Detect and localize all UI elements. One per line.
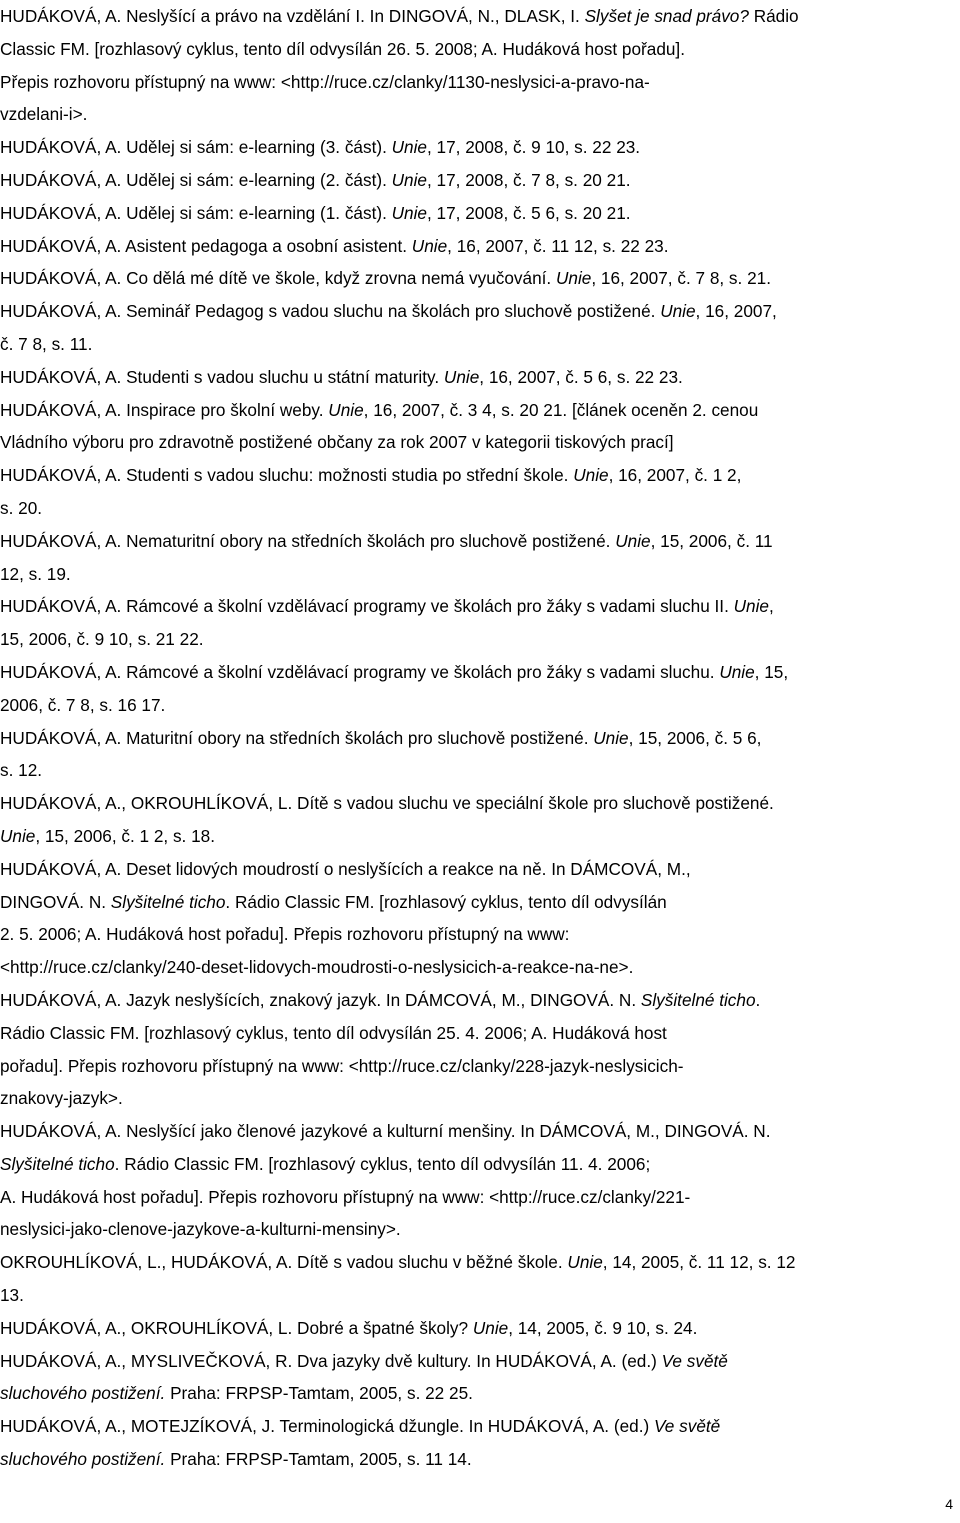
reference-entry (0, 361, 960, 394)
reference-line: Slyšitelné ticho. Rádio Classic FM. [rozhlasový cyklus, tento díl odvysílán 11. 4. 2006; (0, 1153, 651, 1174)
reference-line: 2006, č. 7 8, s. 16 17. (0, 694, 166, 715)
reference-entry (0, 295, 960, 361)
reference-line: vzdelani-i>. (0, 104, 88, 125)
reference-line: HUDÁKOVÁ, A., MYSLIVEČKOVÁ, R. Dva jazyky dvě kultury. In HUDÁKOVÁ, A. (ed.) Ve světě (0, 1350, 728, 1371)
reference-entry (0, 197, 960, 230)
reference-entry (0, 131, 960, 164)
reference-line: HUDÁKOVÁ, A. Udělej si sám: e-learning (2. část). Unie, 17, 2008, č. 7 8, s. 20 21. (0, 169, 631, 190)
reference-line: HUDÁKOVÁ, A. Udělej si sám: e-learning (3. část). Unie, 17, 2008, č. 9 10, s. 22 23. (0, 137, 641, 158)
reference-line: HUDÁKOVÁ, A. Deset lidových moudrostí o neslyšících a reakce na ně. In DÁMCOVÁ, M., (0, 858, 691, 879)
reference-line: HUDÁKOVÁ, A. Neslyšící jako členové jazykové a kulturní menšiny. In DÁMCOVÁ, M., DINGOVÁ. N. (0, 1121, 771, 1142)
reference-line: znakovy-jazyk>. (0, 1088, 123, 1109)
reference-line: HUDÁKOVÁ, A. Studenti s vadou sluchu u státní maturity. Unie, 16, 2007, č. 5 6, s. 22 23. (0, 366, 683, 387)
reference-line: 13. (0, 1285, 24, 1306)
reference-line: <http://ruce.cz/clanky/240-deset-lidovych-moudrosti-o-neslysicich-a-reakce-na-ne>. (0, 957, 634, 978)
reference-entry (0, 525, 960, 591)
reference-line: OKROUHLÍKOVÁ, L., HUDÁKOVÁ, A. Dítě s vadou sluchu v běžné škole. Unie, 14, 2005, č. 11 12, s. 12 (0, 1252, 796, 1273)
reference-entry (0, 656, 960, 722)
reference-entry (0, 230, 960, 263)
reference-entry (0, 394, 960, 460)
reference-entry (0, 722, 960, 788)
reference-line: Rádio Classic FM. [rozhlasový cyklus, tento díl odvysílán 25. 4. 2006; A. Hudáková host (0, 1022, 667, 1043)
reference-line: Unie, 15, 2006, č. 1 2, s. 18. (0, 825, 215, 846)
reference-line: HUDÁKOVÁ, A. Co dělá mé dítě ve škole, když zrovna nemá vyučování. Unie, 16, 2007, č. 7 8, s. 21. (0, 268, 771, 289)
page-number: 4 (945, 1496, 953, 1512)
reference-line: sluchového postižení. Praha: FRPSP-Tamtam, 2005, s. 22 25. (0, 1383, 473, 1404)
reference-entry (0, 1312, 960, 1345)
reference-line: s. 12. (0, 760, 43, 781)
reference-line: HUDÁKOVÁ, A., MOTEJZÍKOVÁ, J. Terminologická džungle. In HUDÁKOVÁ, A. (ed.) Ve světě (0, 1416, 721, 1437)
reference-line: HUDÁKOVÁ, A. Nematuritní obory na středních školách pro sluchově postižené. Unie, 15, 2006, č. 11 (0, 530, 773, 551)
reference-entry (0, 164, 960, 197)
reference-line: Classic FM. [rozhlasový cyklus, tento díl odvysílán 26. 5. 2008; A. Hudáková host pořadu]. (0, 38, 685, 59)
reference-line: Vládního výboru pro zdravotně postižené občany za rok 2007 v kategorii tiskových prací] (0, 432, 674, 453)
reference-line: 12, s. 19. (0, 563, 71, 584)
reference-entry (0, 1246, 960, 1312)
reference-entry (0, 1115, 960, 1246)
reference-line: Přepis rozhovoru přístupný na www: <http://ruce.cz/clanky/1130-neslysici-a-pravo-na- (0, 71, 650, 92)
reference-entry (0, 853, 960, 984)
reference-line: DINGOVÁ. N. Slyšitelné ticho. Rádio Classic FM. [rozhlasový cyklus, tento díl odvysílán (0, 891, 667, 912)
reference-line: HUDÁKOVÁ, A., OKROUHLÍKOVÁ, L. Dobré a špatné školy? Unie, 14, 2005, č. 9 10, s. 24. (0, 1317, 698, 1338)
reference-line: č. 7 8, s. 11. (0, 333, 93, 354)
reference-entry (0, 787, 960, 853)
reference-line: HUDÁKOVÁ, A. Inspirace pro školní weby. Unie, 16, 2007, č. 3 4, s. 20 21. [článek oceněn 2. cenou (0, 399, 759, 420)
reference-line: 15, 2006, č. 9 10, s. 21 22. (0, 629, 204, 650)
reference-line: s. 20. (0, 497, 43, 518)
reference-entry (0, 459, 960, 525)
reference-line: HUDÁKOVÁ, A. Studenti s vadou sluchu: možnosti studia po střední škole. Unie, 16, 2007, č. 1 2, (0, 465, 742, 486)
reference-line: HUDÁKOVÁ, A. Udělej si sám: e-learning (1. část). Unie, 17, 2008, č. 5 6, s. 20 21. (0, 202, 631, 223)
reference-entry (0, 1410, 960, 1476)
reference-line: sluchového postižení. Praha: FRPSP-Tamtam, 2005, s. 11 14. (0, 1449, 472, 1470)
reference-line: HUDÁKOVÁ, A. Rámcové a školní vzdělávací programy ve školách pro žáky s vadami sluchu II. Unie, (0, 596, 774, 617)
reference-line: pořadu]. Přepis rozhovoru přístupný na www: <http://ruce.cz/clanky/228-jazyk-neslysicich- (0, 1055, 684, 1076)
reference-line: HUDÁKOVÁ, A. Rámcové a školní vzdělávací programy ve školách pro žáky s vadami sluchu. Unie, 15, (0, 661, 789, 682)
reference-line: neslysici-jako-clenove-jazykove-a-kulturni-mensiny>. (0, 1219, 401, 1240)
reference-line: HUDÁKOVÁ, A., OKROUHLÍKOVÁ, L. Dítě s vadou sluchu ve speciální škole pro sluchově postižené. (0, 793, 774, 814)
reference-line: HUDÁKOVÁ, A. Maturitní obory na středních školách pro sluchově postižené. Unie, 15, 2006, č. 5 6, (0, 727, 762, 748)
reference-entry (0, 0, 960, 131)
reference-line: HUDÁKOVÁ, A. Neslyšící a právo na vzdělání I. In DINGOVÁ, N., DLASK, I. Slyšet je snad právo? Rádio (0, 6, 799, 26)
reference-entry (0, 984, 960, 1115)
reference-line: HUDÁKOVÁ, A. Asistent pedagoga a osobní asistent. Unie, 16, 2007, č. 11 12, s. 22 23. (0, 235, 669, 256)
reference-line: 2. 5. 2006; A. Hudáková host pořadu]. Přepis rozhovoru přístupný na www: (0, 924, 570, 945)
reference-entry (0, 262, 960, 295)
reference-line: HUDÁKOVÁ, A. Jazyk neslyšících, znakový jazyk. In DÁMCOVÁ, M., DINGOVÁ. N. Slyšitelné ticho. (0, 989, 761, 1010)
reference-line: A. Hudáková host pořadu]. Přepis rozhovoru přístupný na www: <http://ruce.cz/clanky/221- (0, 1186, 691, 1207)
reference-entry (0, 1345, 960, 1411)
reference-line: HUDÁKOVÁ, A. Seminář Pedagog s vadou sluchu na školách pro sluchově postižené. Unie, 16, 2007, (0, 301, 777, 322)
reference-entry (0, 590, 960, 656)
